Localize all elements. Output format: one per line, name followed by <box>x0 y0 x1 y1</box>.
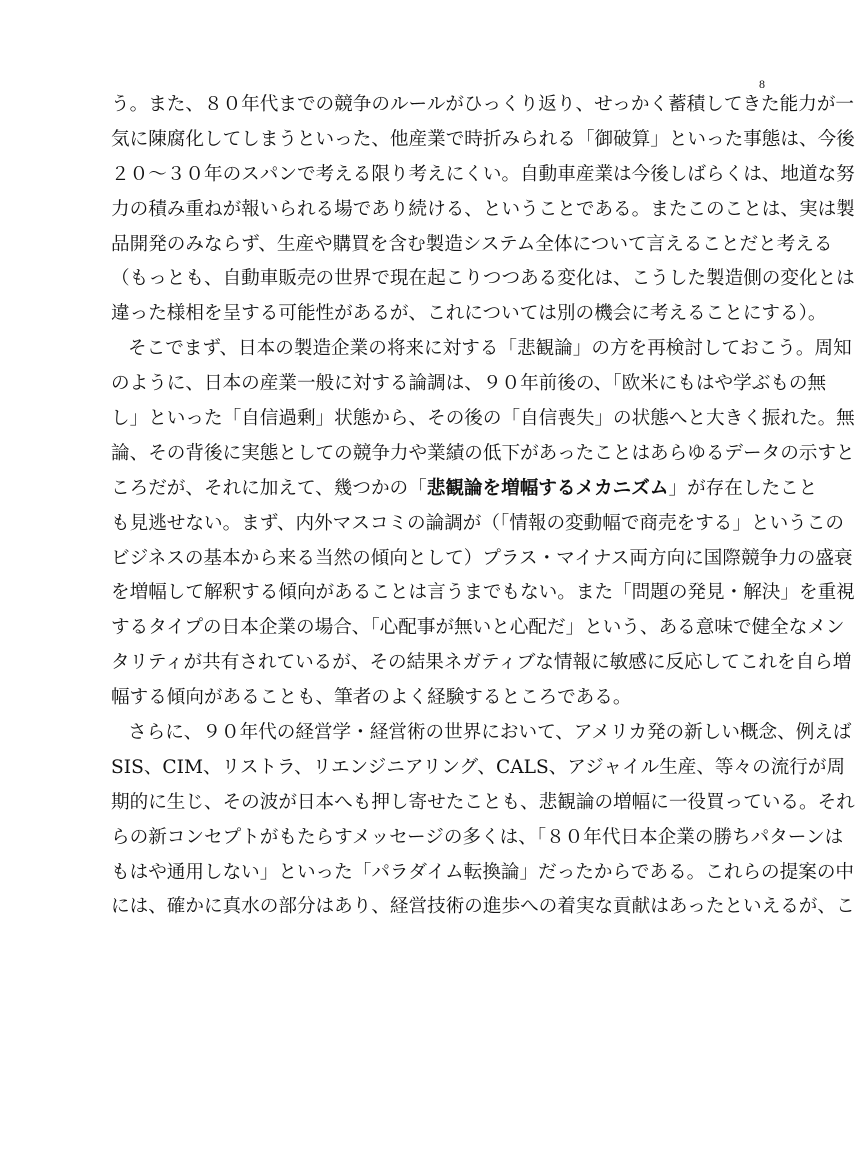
text-line: し」といった「自信過剰」状態から、その後の「自信喪失」の状態へと大きく振れた。無 <box>111 408 855 430</box>
text-line: （もっとも、自動車販売の世界で現在起こりつつある変化は、こうした製造側の変化とは <box>111 268 855 290</box>
text-line: タリティが共有されているが、その結果ネガティブな情報に敏感に反応してこれを自ら増 <box>111 652 852 674</box>
text-line: も見逃せない。まず、内外マスコミの論調が（「情報の変動幅で商売をする」というこの <box>111 512 844 534</box>
text-line: らの新コンセプトがもたらすメッセージの多くは、「８０年代日本企業の勝ちパターンは <box>111 826 844 848</box>
text-line: のように、日本の産業一般に対する論調は、９０年前後の、「欧米にもはや学ぶもの無 <box>111 373 827 395</box>
text-line: ビジネスの基本から来る当然の傾向として）プラス・マイナス両方向に国際競争力の盛衰 <box>111 547 853 569</box>
text-line: 幅する傾向があることも、筆者のよく経験するところである。 <box>111 687 632 709</box>
paragraph-start-line: そこでまず、日本の製造企業の将来に対する「悲観論」の方を再検討しておこう。周知 <box>128 338 852 360</box>
text-line: 違った様相を呈する可能性があるが、これについては別の機会に考えることにする）。 <box>111 303 827 325</box>
text-line: ２０～３０年のスパンで考える限り考えにくい。自動車産業は今後しばらくは、地道な努 <box>111 163 855 185</box>
text-line: 力の積み重ねが報いられる場であり続ける、ということである。またこのことは、実は製 <box>111 198 855 220</box>
text-line: 気に陳腐化してしまうといった、他産業で時折みられる「御破算」といった事態は、今後 <box>111 128 855 150</box>
text-line: 論、その背後に実態としての競争力や業績の低下があったことはあらゆるデータの示すと <box>111 442 855 464</box>
body-text <box>111 88 855 925</box>
text-line: う。また、８０年代までの競争のルールがひっくり返り、せっかく蓄積してきた能力が一 <box>111 94 855 115</box>
text-line: を増幅して解釈する傾向があることは言うまでもない。また「問題の発見・解決」を重視 <box>111 582 855 604</box>
text-segment: 」が存在したこと <box>668 477 818 499</box>
text-line: もはや通用しない」といった「パラダイム転換論」だったからである。これらの提案の中 <box>111 861 855 883</box>
emphasis-text: 悲観論を増幅するメカニズム <box>426 477 669 499</box>
text-line: 品開発のみならず、生産や購買を含む製造システム全体について言えることだと考える <box>111 233 833 255</box>
text-line <box>111 472 818 507</box>
paragraph-start-line: さらに、９０年代の経営学・経営術の世界において、アメリカ発の新しい概念、例えば <box>128 722 852 744</box>
page-number: 8 <box>759 77 765 91</box>
text-line: SIS、CIM、リストラ、リエンジニアリング、CALS、アジャイル生産、等々の流行が周 <box>111 756 846 778</box>
text-line: 期的に生じ、その波が日本へも押し寄せたことも、悲観論の増幅に一役買っている。それ <box>111 791 855 813</box>
text-line: には、確かに真水の部分はあり、経営技術の進歩への着実な貢献はあったといえるが、こ <box>111 896 855 918</box>
text-line: するタイプの日本企業の場合、「心配事が無いと心配だ」という、ある意味で健全なメン <box>111 617 845 639</box>
text-segment: ころだが、それに加えて、幾つかの「 <box>111 477 427 499</box>
